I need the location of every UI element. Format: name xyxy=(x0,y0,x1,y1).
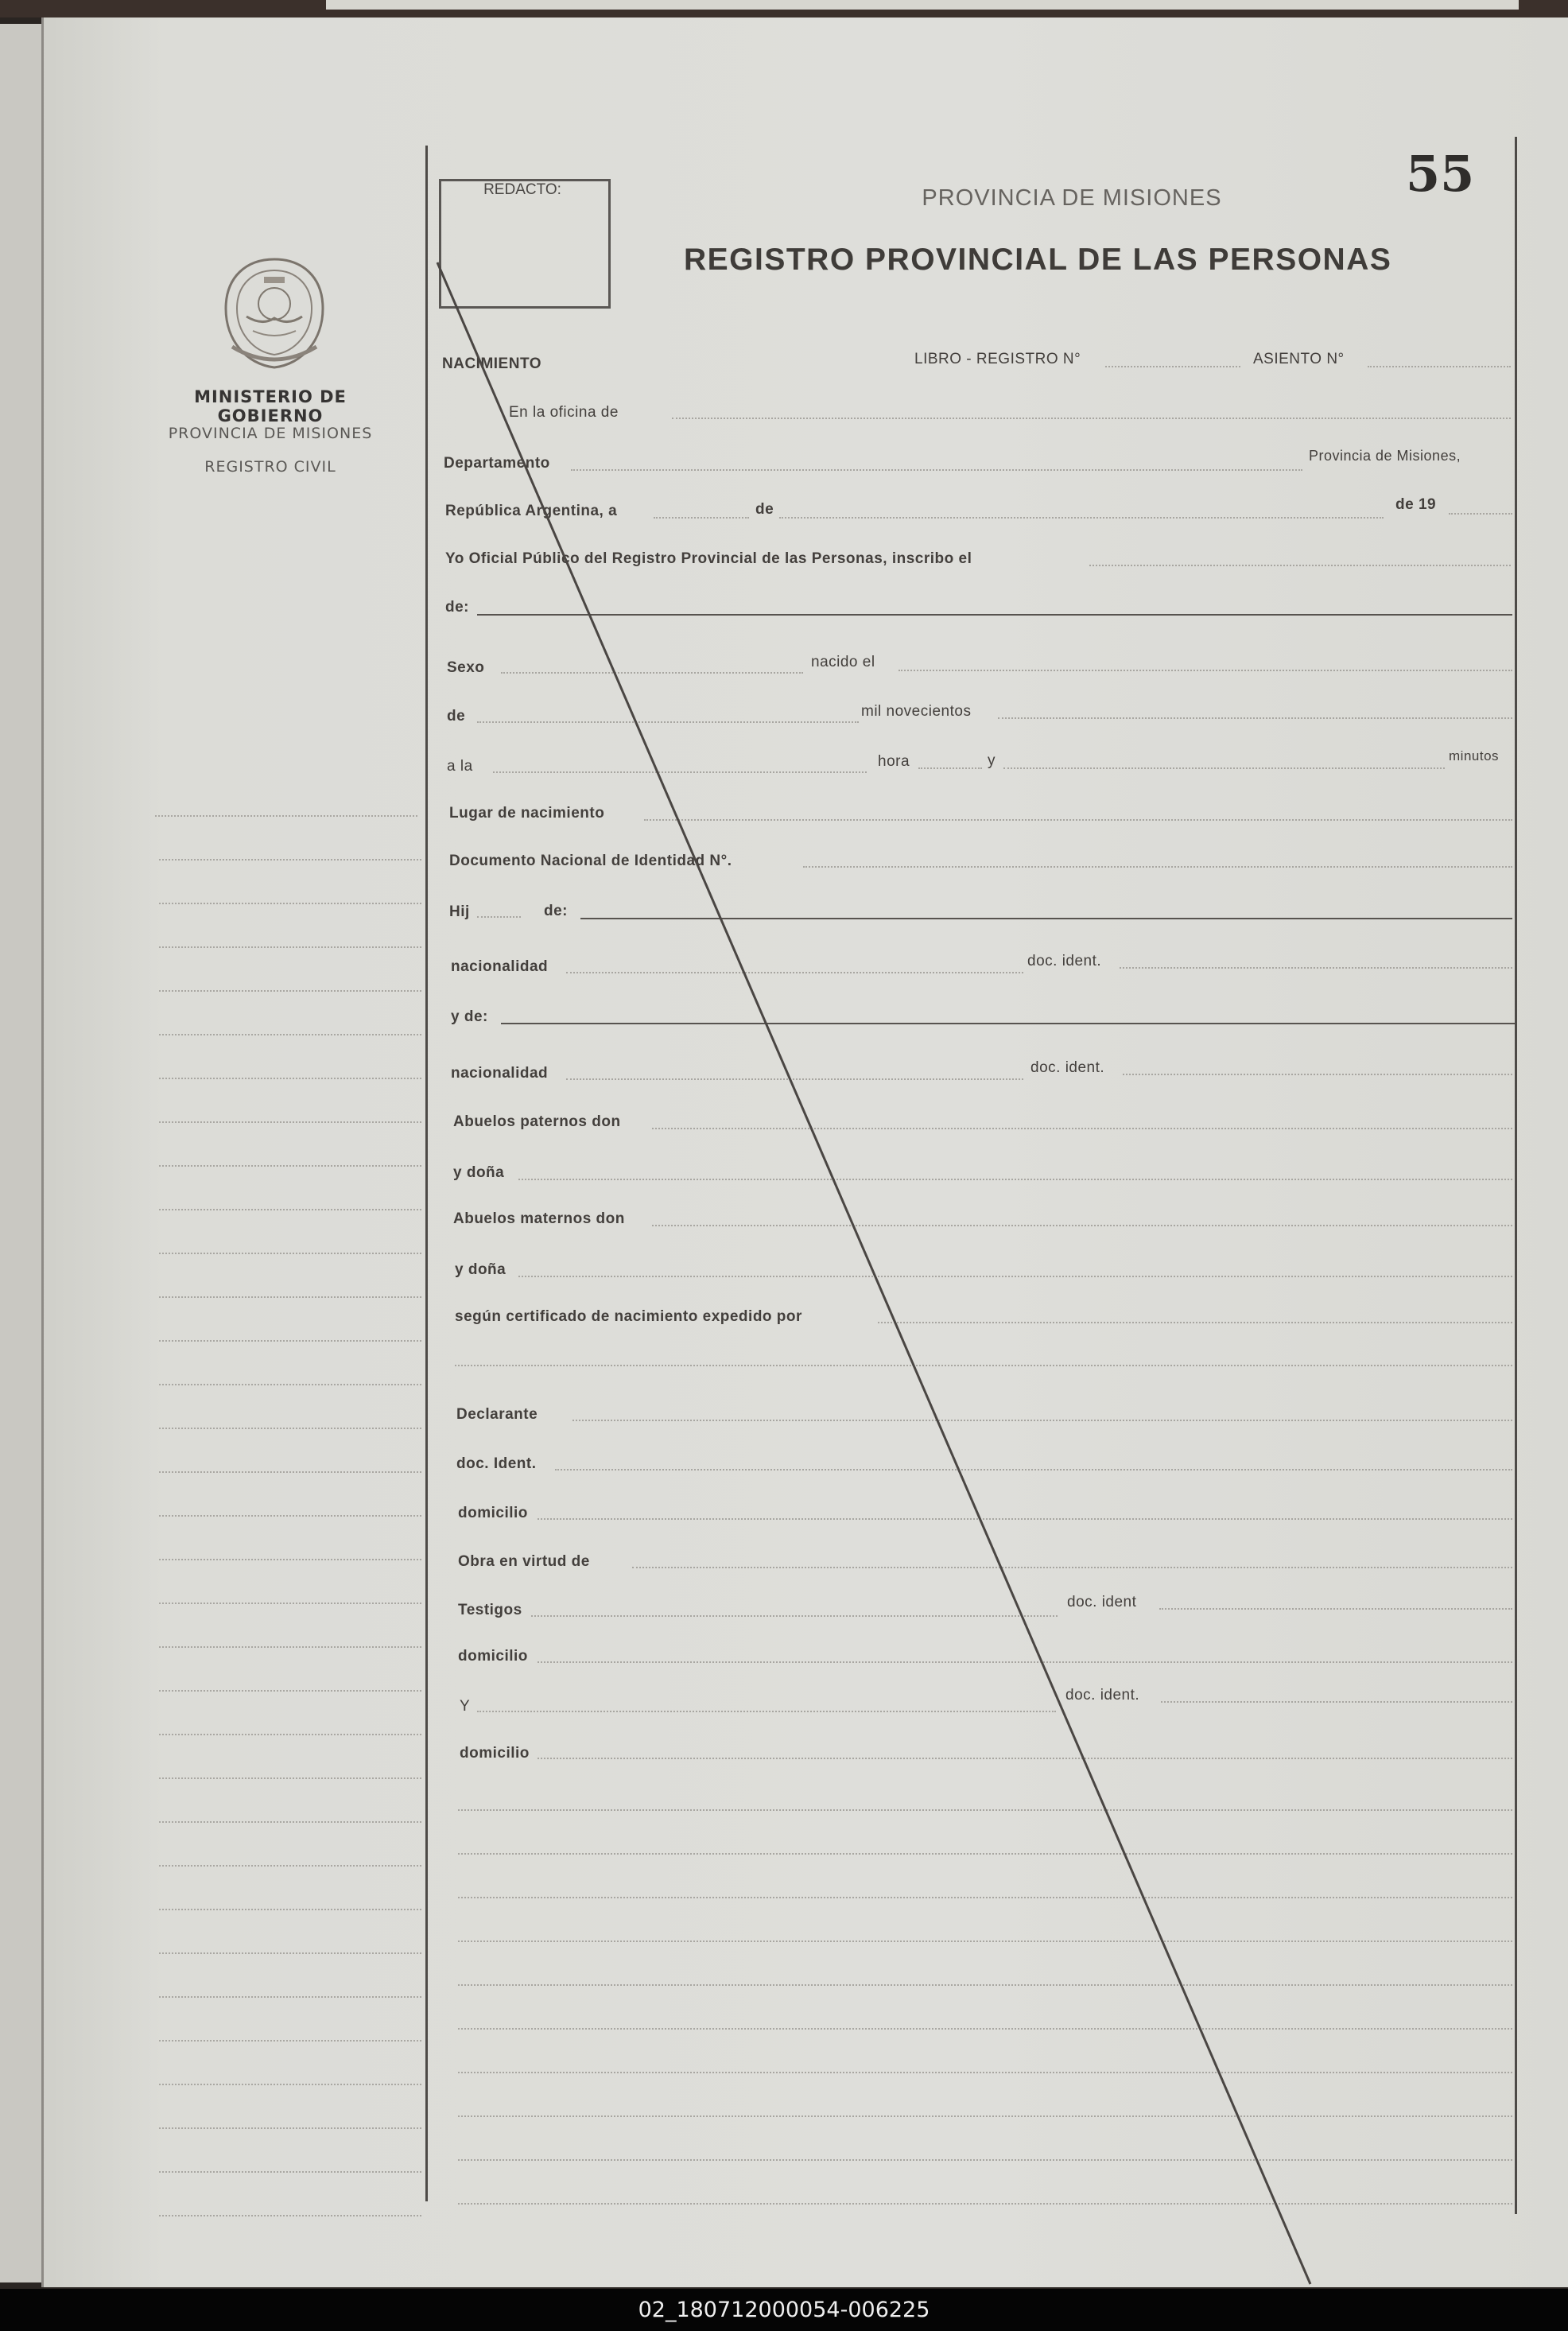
domicilio-label-3: domicilio xyxy=(460,1745,530,1762)
registry-heading: REGISTRO PROVINCIAL DE LAS PERSONAS xyxy=(684,243,1392,277)
documento-label: Documento Nacional de Identidad N°. xyxy=(449,853,732,869)
y-label: y xyxy=(988,752,996,769)
doc-ident-label-4: doc. ident xyxy=(1067,1594,1137,1610)
doc-ident-label-5: doc. ident. xyxy=(1065,1687,1140,1704)
mil-novecientos-label: mil novecientos xyxy=(861,703,972,720)
doc-ident-label-1: doc. ident. xyxy=(1027,953,1102,969)
nacionalidad-label-2: nacionalidad xyxy=(451,1065,549,1082)
image-caption: 02_180712000054-006225 xyxy=(638,2298,930,2322)
domicilio-label-2: domicilio xyxy=(458,1648,528,1665)
abuelos-paternos-label: Abuelos paternos don xyxy=(453,1113,621,1130)
oficina-label: En la oficina de xyxy=(509,404,619,421)
redacto-label: REDACTO: xyxy=(483,181,561,198)
libro-registro-label: LIBRO - REGISTRO N° xyxy=(914,351,1081,367)
nacimiento-label: NACIMIENTO xyxy=(442,355,541,372)
de-label: de xyxy=(755,501,774,518)
province-subtitle: PROVINCIA DE MISIONES xyxy=(168,425,373,442)
sexo-label: Sexo xyxy=(447,659,485,676)
de-padre-label: de: xyxy=(544,903,568,919)
declarante-label: Declarante xyxy=(456,1406,538,1423)
doc-ident-label-2: doc. ident. xyxy=(1030,1059,1105,1076)
testigos-label: Testigos xyxy=(458,1602,522,1618)
oficial-statement: Yo Oficial Público del Registro Provincial de las Personas, inscribo el xyxy=(445,550,972,567)
y-testigo-label: Y xyxy=(460,1698,471,1715)
minutos-label: minutos xyxy=(1449,748,1500,763)
domicilio-label-1: domicilio xyxy=(458,1505,528,1521)
civil-registry-subtitle: REGISTRO CIVIL xyxy=(204,458,336,476)
doc-ident-label-3: doc. Ident. xyxy=(456,1455,537,1472)
nacido-label: nacido el xyxy=(811,654,875,670)
y-dona-label-2: y doña xyxy=(455,1261,506,1278)
de-colon-label: de: xyxy=(445,599,469,616)
ministry-title: MINISTERIO DE GOBIERNO xyxy=(194,387,347,425)
nacionalidad-label-1: nacionalidad xyxy=(451,958,549,975)
abuelos-maternos-label: Abuelos maternos don xyxy=(453,1210,625,1227)
departamento-label: Departamento xyxy=(444,455,550,472)
a-la-label: a la xyxy=(447,758,473,775)
hora-label: hora xyxy=(878,753,910,770)
de-date-label: de xyxy=(447,708,466,725)
y-dona-label-1: y doña xyxy=(453,1164,505,1181)
page-number: 55 xyxy=(1406,145,1475,203)
de-19-label: de 19 xyxy=(1395,496,1437,513)
segun-certificado-label: según certificado de nacimiento expedido por xyxy=(455,1308,802,1325)
republica-label: República Argentina, a xyxy=(445,503,618,519)
y-de-label: y de: xyxy=(451,1008,488,1025)
asiento-label: ASIENTO N° xyxy=(1253,351,1345,367)
hij-label: Hij xyxy=(449,903,470,920)
obra-label: Obra en virtud de xyxy=(458,1553,590,1570)
provincia-misiones-label: Provincia de Misiones, xyxy=(1309,448,1461,464)
lugar-nacimiento-label: Lugar de nacimiento xyxy=(449,805,605,822)
province-heading: PROVINCIA DE MISIONES xyxy=(922,185,1222,211)
